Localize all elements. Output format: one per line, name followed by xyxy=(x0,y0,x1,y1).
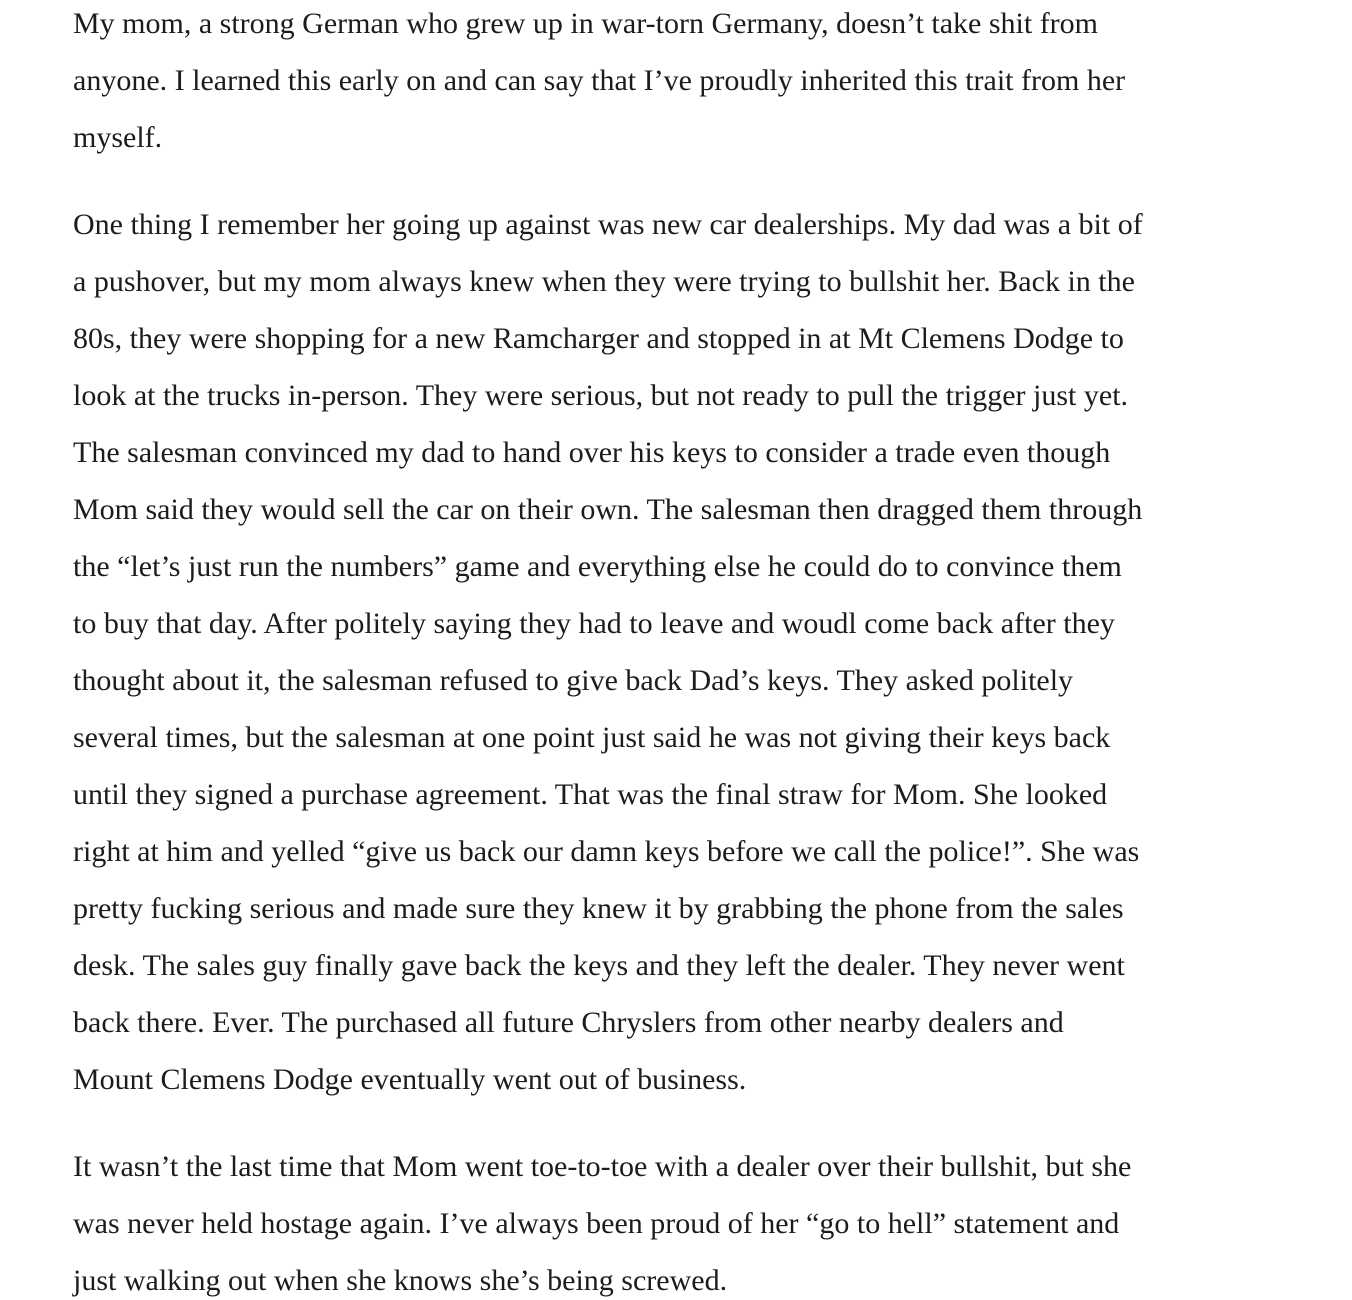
text-line: One thing I remember her going up against was new car dealerships. My dad was a bit of xyxy=(73,208,1143,241)
text-line: just walking out when she knows she’s being screwed. xyxy=(73,1264,728,1297)
text-line: 80s, they were shopping for a new Ramcharger and stopped in at Mt Clemens Dodge to xyxy=(73,322,1124,355)
text-line: The salesman convinced my dad to hand over his keys to consider a trade even though xyxy=(73,436,1111,469)
text-line: the “let’s just run the numbers” game and everything else he could do to convince them xyxy=(73,550,1122,583)
text-line: desk. The sales guy finally gave back the keys and they left the dealer. They never went xyxy=(73,949,1125,982)
text-line: until they signed a purchase agreement. That was the final straw for Mom. She looked xyxy=(73,778,1108,811)
text-line: Mom said they would sell the car on their own. The salesman then dragged them through xyxy=(73,493,1143,526)
text-line: pretty fucking serious and made sure they knew it by grabbing the phone from the sales xyxy=(73,892,1124,925)
text-line: anyone. I learned this early on and can say that I’ve proudly inherited this trait from her xyxy=(73,64,1126,97)
text-line: a pushover, but my mom always knew when they were trying to bullshit her. Back in the xyxy=(73,265,1135,298)
text-line: It wasn’t the last time that Mom went toe-to-toe with a dealer over their bullshit, but she xyxy=(73,1150,1132,1183)
text-line: right at him and yelled “give us back our damn keys before we call the police!”. She was xyxy=(73,835,1140,868)
text-line: back there. Ever. The purchased all future Chryslers from other nearby dealers and xyxy=(73,1006,1064,1039)
text-line: was never held hostage again. I’ve always been proud of her “go to hell” statement and xyxy=(73,1207,1120,1240)
text-line: thought about it, the salesman refused to give back Dad’s keys. They asked politely xyxy=(73,664,1074,697)
text-line: Mount Clemens Dodge eventually went out of business. xyxy=(73,1063,747,1096)
paragraph xyxy=(73,0,1352,166)
text-line: My mom, a strong German who grew up in war-torn Germany, doesn’t take shit from xyxy=(73,7,1099,40)
paragraph xyxy=(73,196,1352,1108)
text-line: several times, but the salesman at one point just said he was not giving their keys back xyxy=(73,721,1111,754)
paragraph xyxy=(73,1138,1352,1300)
text-line: look at the trucks in-person. They were serious, but not ready to pull the trigger just yet. xyxy=(73,379,1129,412)
text-line: myself. xyxy=(73,121,163,154)
text-line: to buy that day. After politely saying they had to leave and woudl come back after they xyxy=(73,607,1115,640)
